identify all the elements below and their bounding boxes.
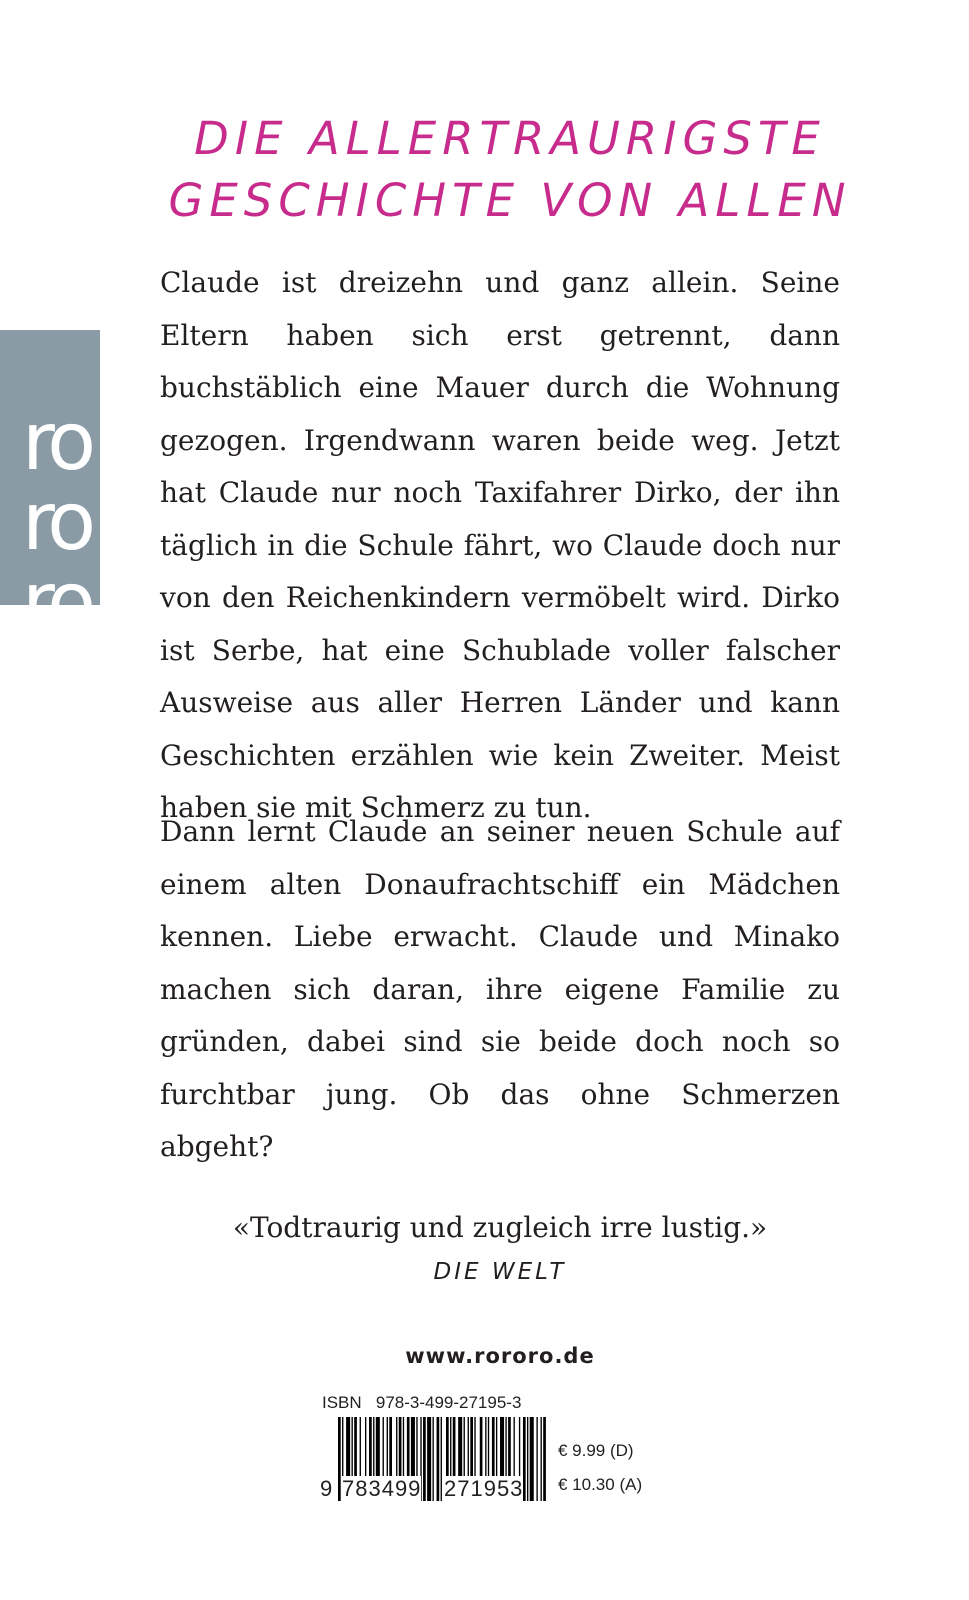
- barcode-bar: [441, 1417, 442, 1501]
- barcode-bar: [536, 1417, 537, 1501]
- barcode-digit-lead: 9: [320, 1476, 333, 1501]
- rororo-logo-line: ro: [22, 395, 91, 488]
- press-quote: «Todtraurig und zugleich irre lustig.»: [232, 1211, 768, 1244]
- barcode-bar: [338, 1417, 341, 1501]
- barcode-bar: [541, 1417, 542, 1501]
- headline-line-1: DIE ALLERTRAURIGSTE: [194, 112, 826, 165]
- barcode-bar: [423, 1417, 426, 1501]
- isbn-line: [322, 1392, 521, 1414]
- barcode-bar: [433, 1417, 434, 1501]
- price-austria: € 10.30 (A): [558, 1475, 643, 1494]
- rororo-logo-line: ro: [22, 475, 91, 568]
- blurb-paragraph-1: Claude ist dreizehn und ganz allein. Seine Eltern haben sich erst getrennt, dann buchstäblich eine Mauer durch die Wohnung gezogen. Irgendwann waren beide weg. Jetzt hat Claude nur noch Taxifahrer Dirko, der ihn täglich in die Schule fährt, wo Claude doch nur von den Reichenkindern vermöbelt wird. Dirko ist Serbe, hat eine Schublade voller falscher Ausweise aus aller Herren Länder und kann Geschichten erzählen wie kein Zweiter. Meist haben sie mit Schmerz zu tun.: [160, 266, 840, 824]
- barcode-bar: [543, 1417, 546, 1501]
- barcode-bar: [530, 1417, 534, 1501]
- isbn-label: ISBN: [322, 1393, 362, 1412]
- barcode-bar: [427, 1417, 431, 1501]
- headline: [160, 108, 860, 232]
- website-link[interactable]: www.rororo.de: [405, 1344, 595, 1368]
- isbn-number: 978-3-499-27195-3: [375, 1393, 522, 1412]
- barcode-bar: [527, 1417, 528, 1501]
- barcode-digits-group-1: 783499: [342, 1476, 422, 1501]
- blurb-paragraph-2: Dann lernt Claude an seiner neuen Schule auf einem alten Donaufrachtschiff ein Mädchen kennen. Liebe erwacht. Claude und Minako machen sich daran, ihre eigene Familie zu gründen, dabei sind sie beide doch noch so furchtbar jung. Ob das ohne Schmerzen abgeht?: [160, 815, 840, 1163]
- price-germany: € 9.99 (D): [558, 1441, 634, 1460]
- headline-line-2: GESCHICHTE VON ALLEN: [168, 174, 852, 227]
- barcode-digits-group-2: 271953: [444, 1476, 524, 1501]
- press-quote-source: DIE WELT: [433, 1259, 567, 1285]
- barcode-bar: [437, 1417, 440, 1501]
- rororo-logo-line: ro: [22, 555, 91, 648]
